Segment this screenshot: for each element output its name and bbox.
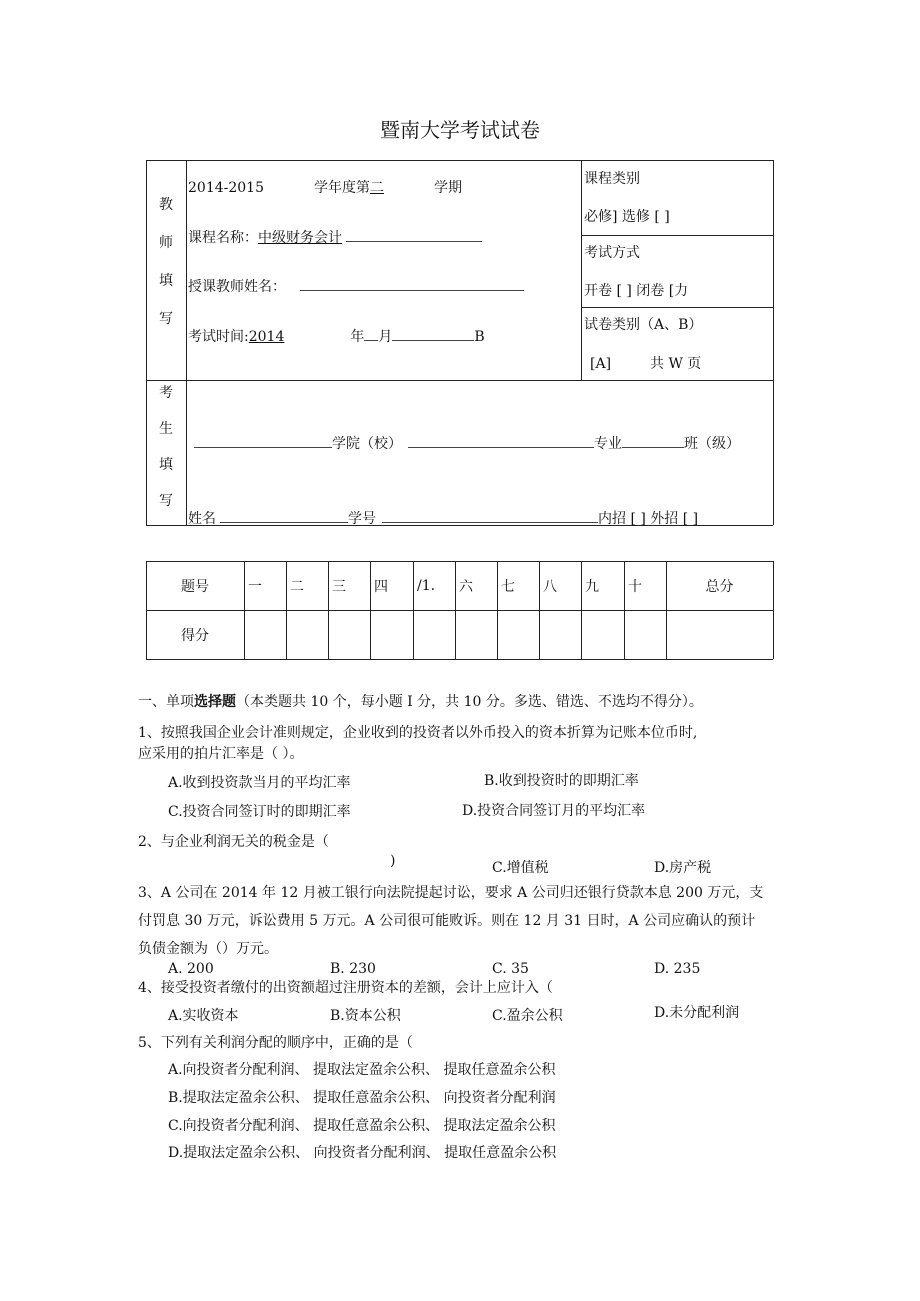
question-3-cont: 付罚息 30 万元，诉讼费用 5 万元。A 公司很可能败诉。则在 12 月 31 日时，A 公司应确认的预计 [138, 913, 756, 929]
paper-type-value: [A] [590, 356, 612, 372]
question-2: 2、与企业利润无关的税金是（ [138, 834, 329, 850]
score-cell[interactable] [455, 610, 497, 659]
score-header-cell: 十 [628, 578, 642, 595]
option: D. 235 [654, 961, 701, 977]
score-cell[interactable] [328, 610, 370, 659]
score-header-cell: 九 [585, 578, 599, 595]
option: A.实收资本 [168, 1008, 239, 1024]
score-cell[interactable] [286, 610, 328, 659]
score-cell[interactable] [244, 610, 286, 659]
option: D.投资合同签订月的平均汇率 [462, 803, 646, 819]
question-5: 5、下列有关利润分配的顺序中，正确的是（ [138, 1035, 413, 1051]
question-1-cont: 应采用的拍片汇率是（ ）。 [138, 746, 304, 762]
course-type-label: 课程类别 [584, 171, 640, 187]
option: B. 230 [330, 961, 376, 977]
score-cell[interactable] [539, 610, 581, 659]
option: B.资本公积 [330, 1008, 401, 1024]
question-3: 3、A 公司在 2014 年 12 月被工银行向法院提起讨讼，要求 A 公司归还银行贷款本息 200 万元，支 [138, 885, 764, 901]
option: D.提取法定盈余公积、 向投资者分配利润、 提取任意盈余公积 [168, 1145, 557, 1161]
score-header-cell: 三 [332, 578, 346, 595]
score-header-cell: 四 [374, 578, 388, 595]
score-header-cell: 八 [543, 578, 557, 595]
question-3-cont: 负债金额为（）万元。 [138, 941, 278, 957]
side-char: 填 [159, 457, 173, 473]
option: D.未分配利润 [654, 1005, 740, 1021]
table-border [146, 160, 147, 525]
college-major-class-field: 学院（校） 专业 班（级） [194, 435, 740, 452]
option: D.房产税 [654, 860, 712, 876]
score-cell[interactable] [497, 610, 539, 659]
table-border [581, 307, 773, 308]
side-char: 生 [159, 421, 173, 437]
option: B.提取法定盈余公积、 提取任意盈余公积、 向投资者分配利润 [168, 1090, 556, 1106]
question-1: 1、按照我国企业会计准则规定，企业收到的投资者以外币投入的资本折算为记账本位币时, [138, 725, 698, 741]
score-row-label: 得分 [181, 627, 209, 644]
academic-year: 2014-2015 学年度第二 学期 [188, 180, 462, 196]
option: C.增值税 [492, 860, 549, 876]
side-char: 填 [159, 273, 173, 289]
score-header-cell: 一 [248, 578, 262, 595]
score-cell[interactable] [624, 610, 666, 659]
course-type-value: 必修] 选修 [ ] [584, 209, 670, 225]
score-cell[interactable] [370, 610, 413, 659]
score-header-cell: 总分 [705, 578, 734, 595]
option: C. 35 [492, 961, 529, 977]
side-char: 师 [159, 235, 173, 251]
table-border [186, 160, 187, 525]
table-border [146, 160, 773, 161]
score-header-cell: 六 [459, 578, 473, 595]
score-table-border [146, 659, 773, 660]
score-table-border [773, 561, 774, 659]
side-char: 写 [159, 311, 173, 327]
teacher-name-field: 授课教师姓名： [188, 278, 524, 295]
exam-mode-label: 考试方式 [584, 245, 640, 261]
section-heading: 一、单项选择题（本类题共 10 个，每小题 I 分，共 10 分。多选、错选、不选均不得分）。 [138, 694, 703, 710]
exam-mode-value: 开卷 [ ] 闭卷 [力 [584, 283, 689, 299]
question-2-close: ) [390, 853, 396, 869]
score-header-cell: /1. [417, 577, 436, 594]
score-header-cell: 七 [501, 578, 515, 595]
score-cell[interactable] [413, 610, 455, 659]
exam-title: 暨南大学考试试卷 [380, 118, 540, 142]
table-border [773, 160, 774, 525]
score-header-cell: 二 [290, 578, 304, 595]
side-char: 教 [159, 197, 173, 213]
exam-time-field: 考试时间:2014 年 月 B [188, 329, 485, 345]
side-char: 写 [159, 493, 173, 509]
option: C.向投资者分配利润、 提取任意盈余公积、 提取法定盈余公积 [168, 1118, 556, 1134]
side-char: 考 [159, 385, 173, 401]
option: A.向投资者分配利润、 提取法定盈余公积、 提取任意盈余公积 [168, 1062, 556, 1078]
page-count: 共 W 页 [650, 356, 702, 372]
option: C.投资合同签订时的即期汇率 [168, 804, 351, 820]
name-id-field: 姓名 学号 内招 [ ] 外招 [ ] [188, 511, 699, 527]
table-border [581, 235, 773, 236]
paper-type-label: 试卷类别（A、B） [584, 317, 703, 333]
question-4: 4、接受投资者缴付的出资额超过注册资本的差额，会计上应计入（ [138, 980, 553, 996]
score-cell[interactable] [581, 610, 624, 659]
option: B.收到投资时的即期汇率 [484, 773, 639, 789]
score-header-cell: 题号 [181, 578, 209, 595]
option: C.盈余公积 [492, 1008, 563, 1024]
score-cell[interactable] [666, 610, 773, 659]
table-border [146, 380, 773, 381]
table-border [581, 160, 582, 380]
option: A. 200 [168, 961, 214, 977]
option: A.收到投资款当月的平均汇率 [168, 775, 351, 791]
course-name-field: 课程名称：中级财务会计 [188, 229, 482, 246]
